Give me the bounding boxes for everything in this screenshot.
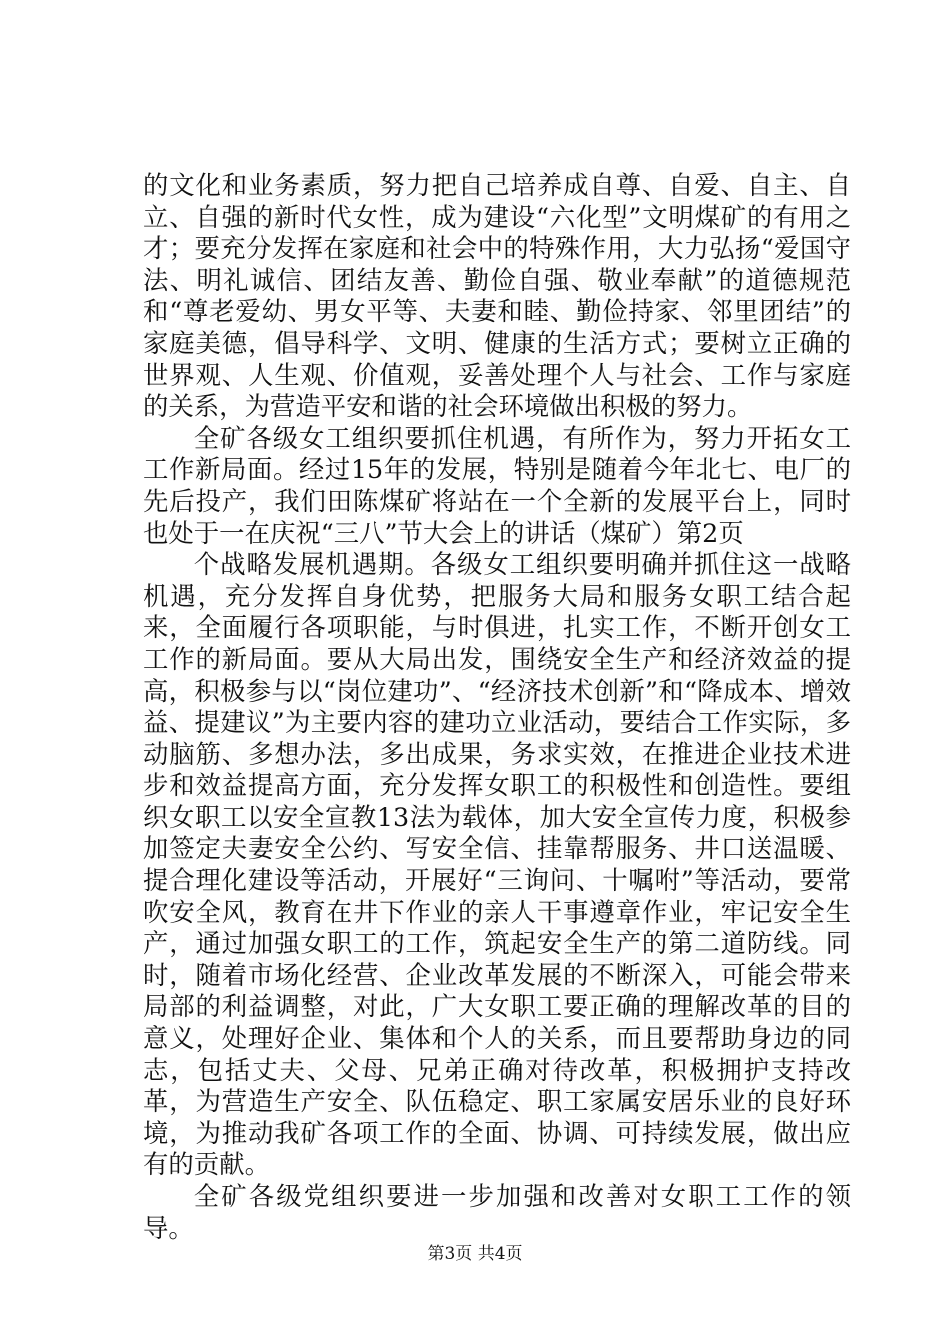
page-footer: 第3页 共4页 (427, 1244, 523, 1264)
paragraph-3: 个战略发展机遇期。各级女工组织要明确并抓住这一战略机遇，充分发挥自身优势，把服务大局和服务女职工结合起来，全面履行各项职能，与时俱进，扎实工作，不断开创女工工作的新局面。要从大局出发，围绕安全生产和经济效益的提高，积极参与以“岗位建功”、“经济技术创新”和“降成本、增效益、提建议”为主要内容的建功立业活动，要结合工作实际，多动脑筋、多想办法，多出成果，务求实效，在推进企业技术进步和效益提高方面，充分发挥女职工的积极性和创造性。要组织女职工以安全宣教13法为载体，加大安全宣传力度，积极参加签定夫妻安全公约、写安全信、挂靠帮服务、井口送温暖、提合理化建设等活动，开展好“三询问、十嘱咐”等活动，要常吹安全风，教育在井下作业的亲人干事遵章作业，牢记安全生产，通过加强女职工的工作，筑起安全生产的第二道防线。同时，随着市场化经营、企业改革发展的不断深入，可能会带来局部的利益调整，对此，广大女职工要正确的理解改革的目的意义，处理好企业、集体和个人的关系，而且要帮助身边的同志，包括丈夫、父母、兄弟正确对待改革，积极拥护支持改革，为营造生产安全、队伍稳定、职工家属安居乐业的良好环境，为推动我矿各项工作的全面、协调、可持续发展，做出应有的贡献。 (143, 549, 851, 1180)
body-text (143, 170, 851, 1244)
paragraph-4: 全矿各级党组织要进一步加强和改善对女职工工作的领导。 (143, 1181, 851, 1243)
paragraph-1: 的文化和业务素质，努力把自己培养成自尊、自爱、自主、自立、自强的新时代女性，成为建设“六化型”文明煤矿的有用之才；要充分发挥在家庭和社会中的特殊作用，大力弘扬“爱国守法、明礼诚信、团结友善、勤俭自强、敬业奉献”的道德规范和“尊老爱幼、男女平等、夫妻和睦、勤俭持家、邻里团结”的家庭美德，倡导科学、文明、健康的生活方式；要树立正确的世界观、人生观、价值观，妥善处理个人与社会、工作与家庭的关系，为营造平安和谐的社会环境做出积极的努力。 (143, 170, 851, 422)
paragraph-2: 全矿各级女工组织要抓住机遇，有所作为，努力开拓女工工作新局面。经过15年的发展，特别是随着今年北七、电厂的先后投产，我们田陈煤矿将站在一个全新的发展平台上，同时也处于一在庆祝“三八”节大会上的讲话（煤矿）第2页 (143, 422, 851, 548)
